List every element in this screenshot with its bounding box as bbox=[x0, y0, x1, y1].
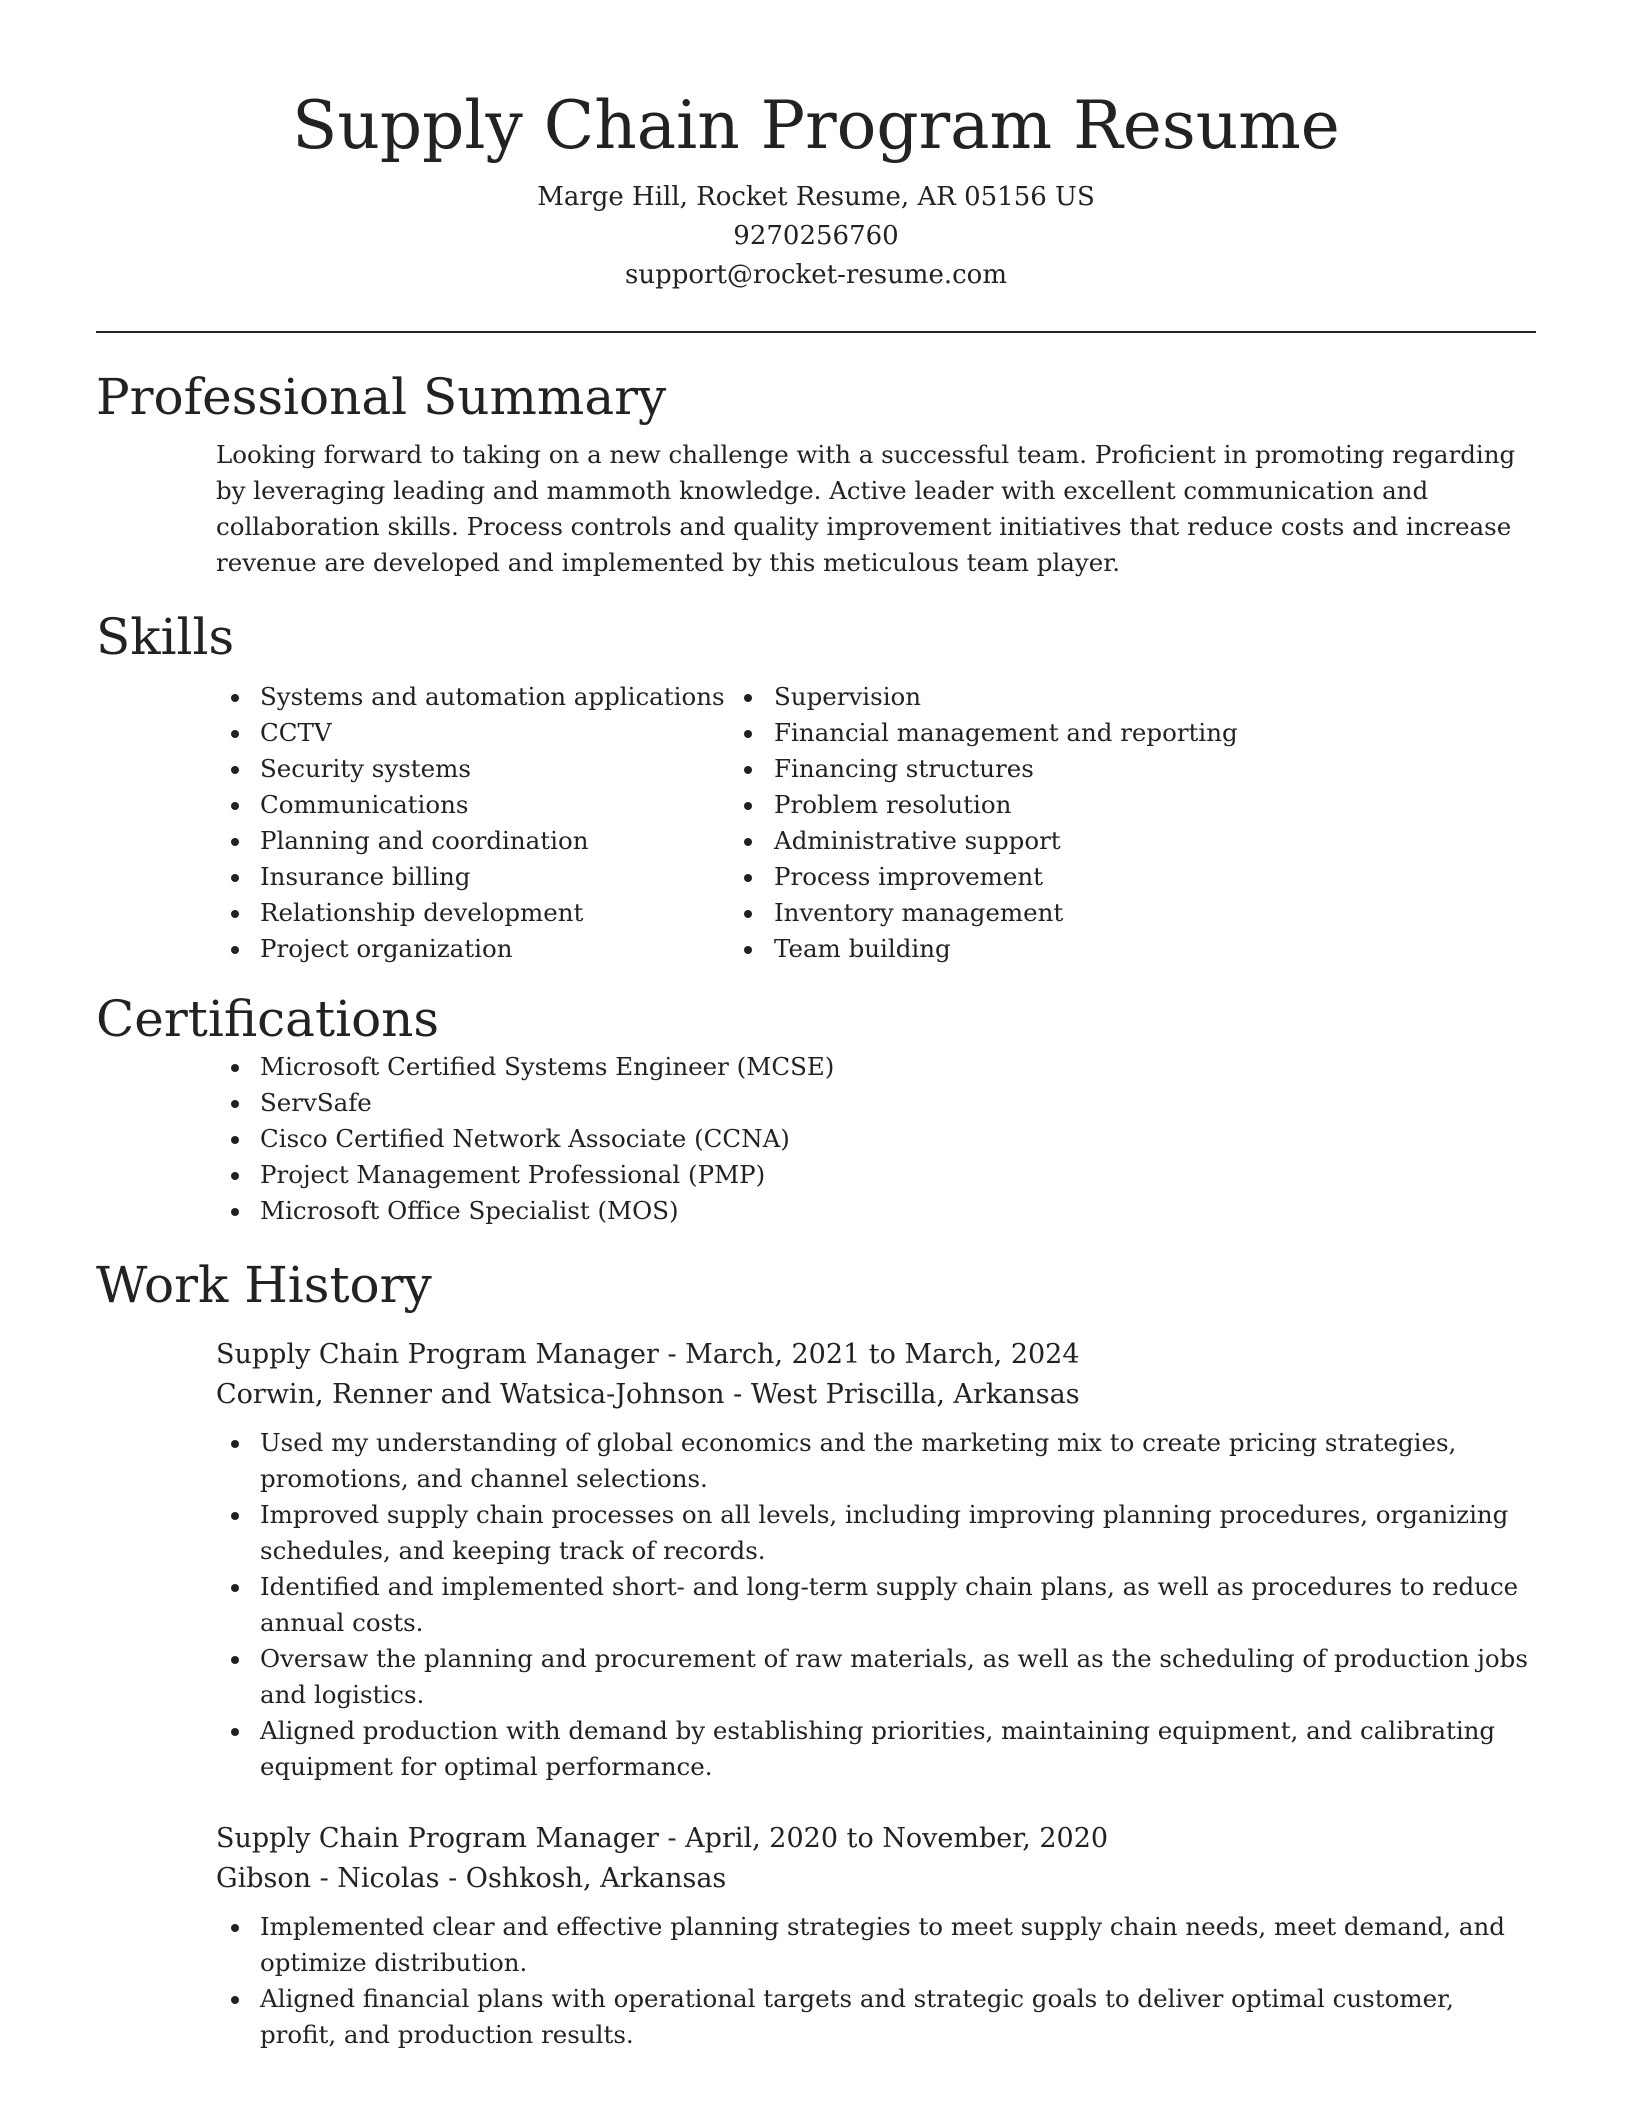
list-item: Supervision bbox=[610, 679, 1310, 715]
list-item: Systems and automation applications bbox=[96, 679, 746, 715]
job-bullets bbox=[216, 1909, 1536, 2053]
list-item: Insurance billing bbox=[96, 859, 746, 895]
list-item: Project Management Professional (PMP) bbox=[96, 1157, 1536, 1193]
list-item: Security systems bbox=[96, 751, 746, 787]
skills-list bbox=[96, 679, 1536, 967]
job-dates: - March, 2021 to March, 2024 bbox=[658, 1339, 1080, 1370]
list-item: Financing structures bbox=[610, 751, 1310, 787]
job-location: - West Priscilla, Arkansas bbox=[724, 1379, 1080, 1410]
list-item: Aligned production with demand by establishing priorities, maintaining equipment, and calibrating equipment for optimal performance. bbox=[216, 1713, 1536, 1785]
certifications-list bbox=[96, 1049, 1536, 1229]
list-item: Microsoft Office Specialist (MOS) bbox=[96, 1193, 1536, 1229]
list-item: ServSafe bbox=[96, 1085, 1536, 1121]
job-company-line bbox=[216, 1375, 1536, 1415]
resume-header bbox=[96, 0, 1536, 295]
list-item: Cisco Certified Network Associate (CCNA) bbox=[96, 1121, 1536, 1157]
resume-title: Supply Chain Program Resume bbox=[292, 87, 1340, 164]
list-item: Communications bbox=[96, 787, 746, 823]
job-company: Gibson - Nicolas bbox=[216, 1863, 440, 1894]
list-item: Microsoft Certified Systems Engineer (MCSE) bbox=[96, 1049, 1536, 1085]
list-item: Financial management and reporting bbox=[610, 715, 1310, 751]
header-divider bbox=[96, 331, 1536, 333]
job-title: Supply Chain Program Manager bbox=[216, 1823, 659, 1854]
certifications-heading: Certifications bbox=[96, 990, 440, 1048]
skills-column-right bbox=[610, 679, 1310, 967]
job-company-line bbox=[216, 1859, 1536, 1899]
resume-page bbox=[96, 0, 1536, 2069]
contact-address: Marge Hill, Rocket Resume, AR 05156 US bbox=[537, 182, 1095, 212]
list-item: Improved supply chain processes on all levels, including improving planning procedures, organizing schedules, and keeping track of records. bbox=[216, 1497, 1536, 1569]
job-location: - Oshkosh, Arkansas bbox=[439, 1863, 727, 1894]
contact-block bbox=[96, 178, 1536, 295]
job-title-line bbox=[216, 1819, 1536, 1859]
list-item: Project organization bbox=[96, 931, 746, 967]
skills-heading: Skills bbox=[96, 608, 235, 666]
job-title: Supply Chain Program Manager bbox=[216, 1339, 659, 1370]
contact-phone: 9270256760 bbox=[733, 221, 899, 251]
list-item: Problem resolution bbox=[610, 787, 1310, 823]
list-item: Identified and implemented short- and long-term supply chain plans, as well as procedures to reduce annual costs. bbox=[216, 1569, 1536, 1641]
list-item: Implemented clear and effective planning strategies to meet supply chain needs, meet demand, and optimize distribution. bbox=[216, 1909, 1536, 1981]
contact-email: support@rocket-resume.com bbox=[624, 260, 1007, 290]
list-item: Inventory management bbox=[610, 895, 1310, 931]
work-history-heading: Work History bbox=[96, 1256, 432, 1314]
job-dates: - April, 2020 to November, 2020 bbox=[658, 1823, 1109, 1854]
list-item: CCTV bbox=[96, 715, 746, 751]
job-entry bbox=[216, 1819, 1536, 2053]
list-item: Planning and coordination bbox=[96, 823, 746, 859]
job-entry bbox=[216, 1335, 1536, 1785]
job-title-line bbox=[216, 1335, 1536, 1375]
summary-heading: Professional Summary bbox=[96, 368, 667, 426]
list-item: Administrative support bbox=[610, 823, 1310, 859]
list-item: Process improvement bbox=[610, 859, 1310, 895]
summary-text: Looking forward to taking on a new challenge with a successful team. Proficient in promoting regarding by leveraging leading and mammoth knowledge. Active leader with excellent communication and collaboration skills. Process controls and quality improvement initiatives that reduce costs and increase revenue are developed and implemented by this meticulous team player. bbox=[216, 440, 1516, 577]
list-item: Team building bbox=[610, 931, 1310, 967]
list-item: Used my understanding of global economics and the marketing mix to create pricing strategies, promotions, and channel selections. bbox=[216, 1425, 1536, 1497]
list-item: Oversaw the planning and procurement of raw materials, as well as the scheduling of production jobs and logistics. bbox=[216, 1641, 1536, 1713]
job-company: Corwin, Renner and Watsica-Johnson bbox=[216, 1379, 725, 1410]
list-item: Relationship development bbox=[96, 895, 746, 931]
list-item: Aligned financial plans with operational targets and strategic goals to deliver optimal customer, profit, and production results. bbox=[216, 1981, 1536, 2053]
job-bullets bbox=[216, 1425, 1536, 1785]
